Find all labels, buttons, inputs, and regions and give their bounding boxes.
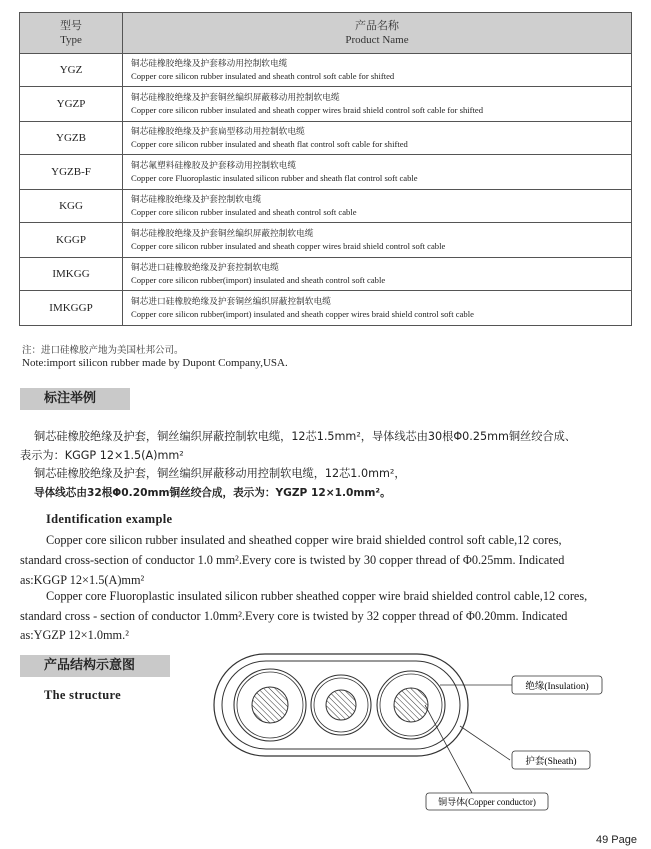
label-insulation: 绝缘(Insulation) [525,682,589,692]
name-cell: 铜芯硅橡胶绝缘及护套铜丝编织屏蔽控制软电缆 Copper core silicon rubber insulated and sheath copper wires braid shield control soft cable [123,223,632,258]
header-type: 型号 Type [20,13,123,54]
table-row [20,223,632,258]
type-cell: YGZ [20,54,123,87]
label-conductor: 铜导体(Copper conductor) [438,797,536,807]
type-cell: KGG [20,190,123,223]
name-cell: 铜芯进口硅橡胶绝缘及护套铜丝编织屏蔽控制软电缆 Copper core silicon rubber(import) insulated and sheath copper wires braid shield control soft cable [123,291,632,326]
leader-sheath [460,726,510,760]
table-row [20,155,632,190]
en-paragraph-line: as:KGGP 12×1.5(A)mm² [20,573,145,587]
table-row [20,258,632,291]
type-cell: IMKGGP [20,291,123,326]
cn-paragraph-line: 导体线芯由32根Φ0.20mm铜丝绞合成，表示为：YGZP 12×1.0mm²。 [34,487,391,499]
type-cell: YGZB-F [20,155,123,190]
type-cell: YGZB [20,122,123,155]
cn-paragraph-line: 铜芯硅橡胶绝缘及护套，铜丝编织屏蔽移动用控制软电缆，12芯1.0mm²， [34,467,406,480]
name-cell: 铜芯硅橡胶绝缘及护套扁型移动用控制软电缆 Copper core silicon rubber insulated and sheath flat control soft cable for shifted [123,122,632,155]
en-paragraph-line: standard cross - section of conductor 1.0mm².Every core is twisted by 32 copper thread of Φ0.20mm. Indicated [20,609,568,623]
product-table [19,12,632,326]
cn-paragraph-line: 铜芯硅橡胶绝缘及护套，铜丝编织屏蔽控制软电缆，12芯1.5mm²，导体线芯由30根Φ0.25mm铜丝绞合成、 [34,430,576,443]
table-row [20,54,632,87]
name-cell: 铜芯进口硅橡胶绝缘及护套控制软电缆 Copper core silicon rubber(import) insulated and sheath control soft cable [123,258,632,291]
section-title-identification-en: Identification example [46,512,173,526]
section-title-structure-cn: 产品结构示意图 [20,655,170,677]
section-title-identification-cn: 标注举例 [20,388,130,410]
table-row [20,122,632,155]
label-sheath: 护套(Sheath) [525,757,577,767]
header-product-name: 产品名称 Product Name [123,13,632,54]
cable-structure-diagram [0,640,651,830]
name-cell: 铜芯硅橡胶绝缘及护套铜丝编织屏蔽移动用控制软电缆 Copper core silicon rubber insulated and sheath copper wires braid shield control soft cable for shifted [123,87,632,122]
name-cell: 铜芯硅橡胶绝缘及护套控制软电缆 Copper core silicon rubber insulated and sheath control soft cable [123,190,632,223]
table-row [20,190,632,223]
table-row [20,87,632,122]
en-paragraph-line: standard cross-section of conductor 1.0 mm².Every core is twisted by 30 copper thread of Φ0.25mm. Indicated [20,553,565,567]
type-cell: KGGP [20,223,123,258]
note-english: Note:import silicon rubber made by Dupont Company,USA. [22,357,288,369]
section-title-structure-en: The structure [44,688,121,702]
type-cell: YGZP [20,87,123,122]
page-number: 49 Page [596,834,637,846]
table-header-row [20,13,632,54]
en-paragraph-line: as:YGZP 12×1.0mm.² [20,628,129,642]
type-cell: IMKGG [20,258,123,291]
note-chinese: 注：进口硅橡胶产地为美国杜邦公司。 [22,345,184,356]
cn-paragraph-line: 表示为：KGGP 12×1.5(A)mm² [20,449,184,462]
name-cell: 铜芯氟塑料硅橡胶及护套移动用控制软电缆 Copper core Fluoroplastic insulated silicon rubber and sheath flat control soft cable [123,155,632,190]
name-cell: 铜芯硅橡胶绝缘及护套移动用控制软电缆 Copper core silicon rubber insulated and sheath control soft cable for shifted [123,54,632,87]
table-row [20,291,632,326]
en-paragraph-line: Copper core Fluoroplastic insulated silicon rubber sheathed copper wire braid shielded control cable,12 cores, [46,589,588,603]
en-paragraph-line: Copper core silicon rubber insulated and sheathed copper wire braid shielded control soft cable,12 cores, [46,533,562,547]
